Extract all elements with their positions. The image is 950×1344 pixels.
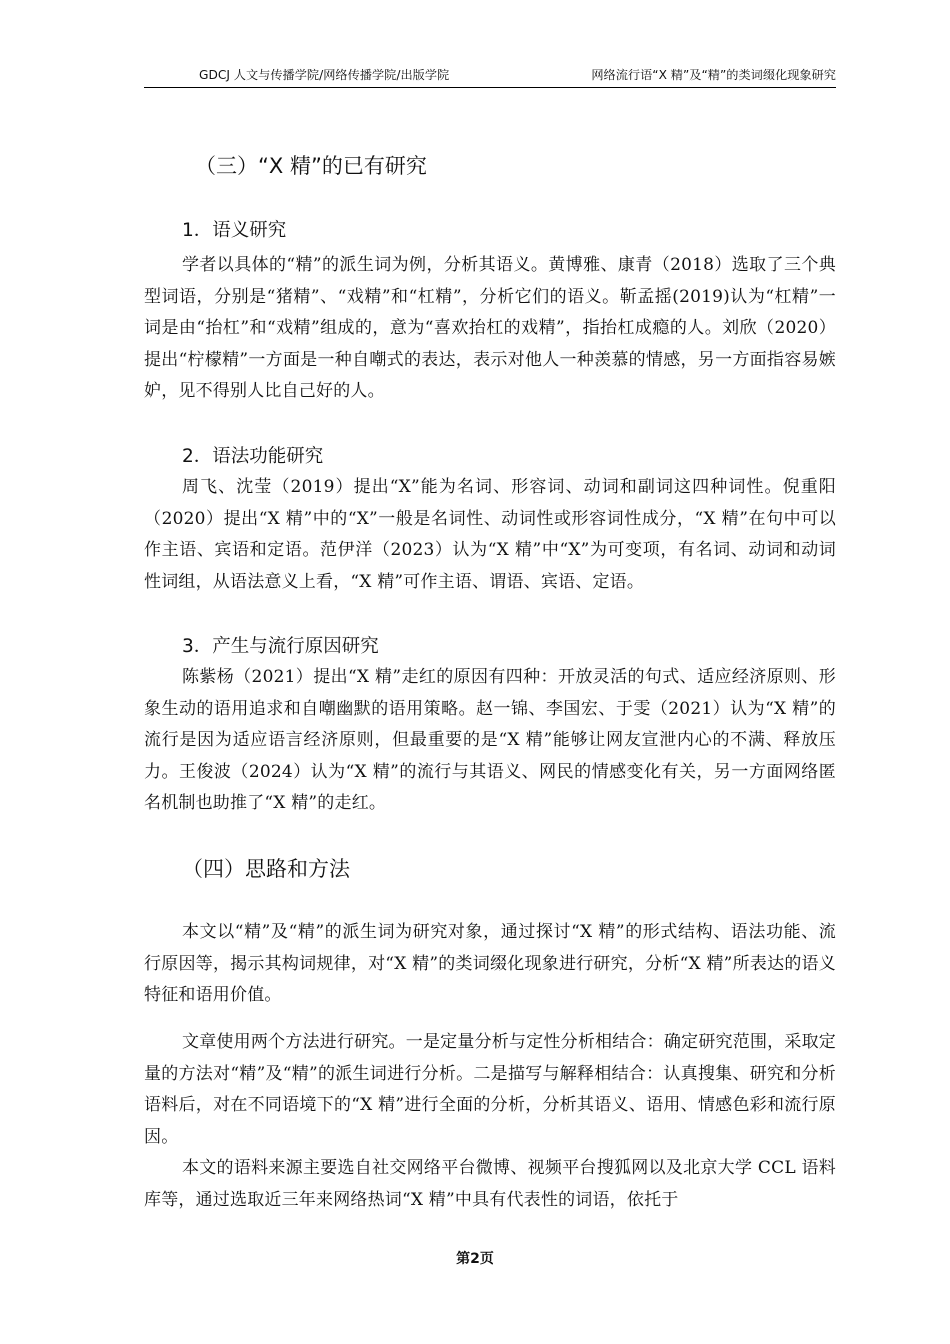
header-school: GDCJ 人文与传播学院/网络传播学院/出版学院 <box>199 68 450 82</box>
semantic-paragraph: 学者以具体的“精”的派生词为例，分析其语义。黄博雅、康青（2018）选取了三个典型词语，分别是“猪精”、“戏精”和“杠精”，分析它们的语义。靳孟摇(2019)认为“杠精”一词是由“抬杠”和“戏精”组成的，意为“喜欢抬杠的戏精”，指抬杠成瘾的人。刘欣（2020）提出“柠檬精”一方面是一种自嘲式的表达，表示对他人一种羡慕的情感，另一方面指容易嫉妒，见不得别人比自己好的人。 <box>144 255 836 402</box>
page-number: 第2页 <box>456 1251 494 1267</box>
page-header <box>144 66 836 88</box>
method-paragraph-2: 文章使用两个方法进行研究。一是定量分析与定性分析相结合：确定研究范围，采取定量的方法对“精”及“精”的派生词进行分析。二是描写与解释相结合：认真搜集、研究和分析语料后，对在不同语境下的“X 精”进行全面的分析，分析其语义、语用、情感色彩和流行原因。 <box>144 1032 836 1147</box>
method-paragraph-3: 本文的语料来源主要选自社交网络平台微博、视频平台搜狐网以及北京大学 CCL 语料库等，通过选取近三年来网络热词“X 精”中具有代表性的词语，依托于 <box>144 1158 836 1210</box>
section-4-title: （四）思路和方法 <box>182 857 350 881</box>
method-paragraph-1: 本文以“精”及“精”的派生词为研究对象，通过探讨“X 精”的形式结构、语法功能、流行原因等，揭示其构词规律，对“X 精”的类词缀化现象进行研究，分析“X 精”所表达的语义特征和语用价值。 <box>144 922 836 1006</box>
origin-paragraph: 陈紫杨（2021）提出“X 精”走红的原因有四种：开放灵活的句式、适应经济原则、形象生动的语用追求和自嘲幽默的语用策略。赵一锦、李国宏、于雯（2021）认为“X 精”的流行是因为适应语言经济原则，但最重要的是“X 精”能够让网友宣泄内心的不满、释放压力。王俊波（2024）认为“X 精”的流行与其语义、网民的情感变化有关，另一方面网络匿名机制也助推了“X 精”的走红。 <box>144 667 836 814</box>
subsection-semantic-title: 1．语义研究 <box>182 220 287 241</box>
grammar-paragraph: 周飞、沈莹（2019）提出“X”能为名词、形容词、动词和副词这四种词性。倪重阳（2020）提出“X 精”中的“X”一般是名词性、动词性或形容词性成分，“X 精”在句中可以作主语、宾语和定语。范伊洋（2023）认为“X 精”中“X”为可变项，有名词、动词和动词性词组，从语法意义上看，“X 精”可作主语、谓语、宾语、定语。 <box>144 477 836 592</box>
header-thesis-title: 网络流行语“X 精”及“精”的类词缀化现象研究 <box>591 68 836 82</box>
section-3-title: （三）“X 精”的已有研究 <box>195 154 427 178</box>
subsection-grammar-title: 2．语法功能研究 <box>182 446 324 467</box>
subsection-origin-title: 3．产生与流行原因研究 <box>182 636 379 657</box>
